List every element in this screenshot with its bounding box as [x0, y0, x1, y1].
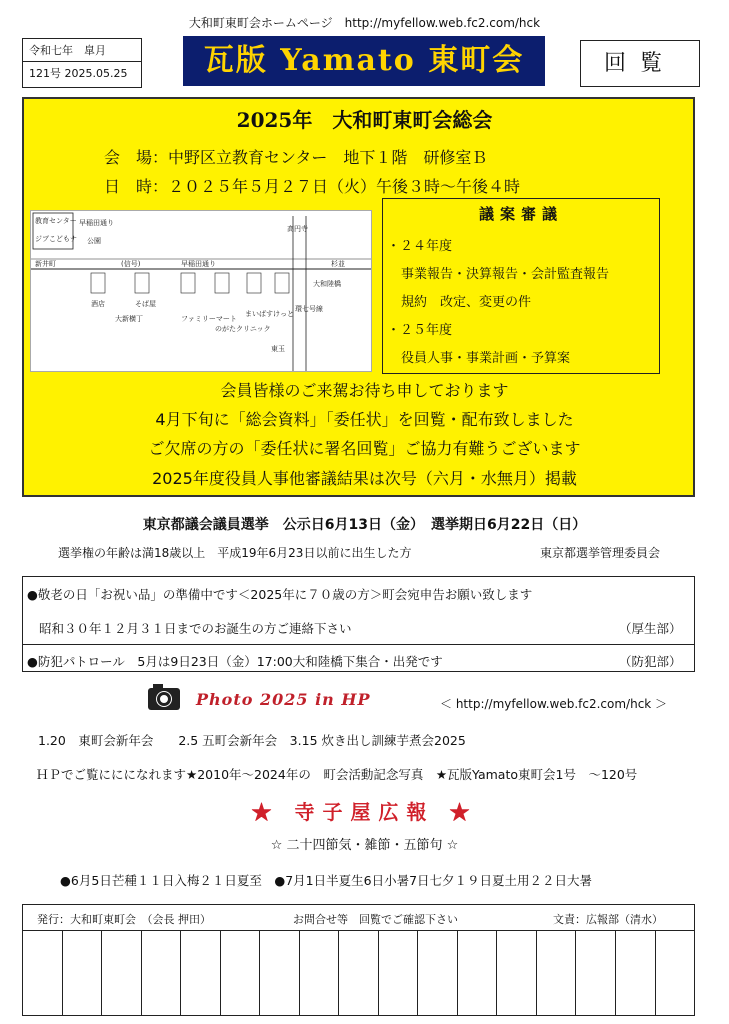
map-label: ファミリーマート: [181, 315, 237, 323]
era-month: 令和七年 皐月: [23, 39, 141, 62]
meeting-message: 4月下旬に「総会資料」「委任状」を回覧・配布致しました: [155, 410, 574, 429]
issue-date-box: [22, 38, 142, 88]
map-label: のがたクリニック: [215, 325, 271, 333]
map-label: 新井町: [35, 260, 56, 268]
contact: お問合せ等 回覧でご確認下さい: [293, 913, 458, 926]
stamp-cell: [418, 931, 458, 1015]
hp-note: ＨＰでご覧ににになれます★2010年～2024年の 町会活動記念写真 ★瓦版Yamato東町会1号 ～120号: [36, 767, 638, 782]
stamp-cell: [576, 931, 616, 1015]
terakoya-subtitle: ☆ 二十四節気・雑節・五節句 ☆: [270, 838, 459, 853]
stamp-cell: [181, 931, 221, 1015]
bohan-dept: （防犯部）: [619, 654, 682, 669]
photo-events: 1.20 東町会新年会 2.5 五町会新年会 3.15 炊き出し訓練芋煮会2025: [38, 733, 466, 748]
stamp-cell: [379, 931, 419, 1015]
photo-url[interactable]: ＜ http://myfellow.web.fc2.com/hck ＞: [440, 697, 668, 711]
publisher: 発行：大和町東町会 （会長 押田）: [37, 913, 211, 926]
map-label: 早稲田通り: [181, 260, 216, 268]
agenda-heading: 議案審議: [478, 205, 563, 223]
map-label: 教育センター: [35, 217, 77, 225]
agenda-item: 事業報告・決算報告・会計監査報告: [401, 267, 610, 282]
photo-title: Photo 2025 in HP: [196, 690, 371, 709]
election-eligibility: 選挙権の年齢は満18歳以上 平成19年6月23日以前に出生した方: [58, 546, 412, 560]
map-label: 東玉: [271, 345, 285, 353]
map-label: 酒店: [91, 300, 105, 308]
agenda-item: ・２５年度: [387, 323, 453, 338]
agenda-item: ・２４年度: [387, 239, 453, 254]
map-label: まいばすけっと: [245, 310, 294, 318]
notice-box: [22, 576, 695, 672]
meeting-message: 2025年度役員人事他審議結果は次号（六月・水無月）掲載: [152, 469, 577, 488]
stamp-cell: [537, 931, 577, 1015]
keirou-text: ●敬老の日「お祝い品」の準備中です＜2025年に７０歳の方＞町会宛申告お願い致します: [27, 587, 533, 602]
meeting-message: ご欠席の方の「委任状に署名回覧」ご協力有難うございます: [148, 439, 581, 458]
homepage-line: 大和町東町会ホームページ http://myfellow.web.fc2.com/hck: [188, 16, 541, 30]
seasonal-dates: ●6月5日芒種１１日入梅２１日夏至 ●7月1日半夏生6日小暑7日七夕１９日夏土用２２日大暑: [60, 873, 593, 888]
map-label: そば屋: [135, 300, 156, 308]
agenda-box: [382, 198, 660, 374]
map-label: 杉並: [331, 260, 345, 268]
map-label: 公園: [87, 237, 101, 245]
stamp-cell: [339, 931, 379, 1015]
venue-map: [30, 210, 372, 372]
keirou-text-2: 昭和３０年１２月３１日までのお誕生の方ご連絡下さい: [39, 621, 352, 636]
terakoya-title: ★ 寺子屋広報 ★: [251, 800, 478, 824]
footer-box: [22, 904, 695, 1016]
meeting-message: 会員皆様のご来駕お待ち申しております: [220, 381, 509, 400]
map-label: (信号): [121, 260, 141, 268]
kairan-label: 回覧: [580, 40, 700, 87]
stamp-cell: [300, 931, 340, 1015]
keirou-dept: （厚生部）: [619, 621, 682, 636]
stamp-cell: [23, 931, 63, 1015]
election-committee: 東京都選挙管理委員会: [540, 546, 661, 560]
election-notice: 東京都議会議員選挙 公示日6月13日（金） 選挙期日6月22日（日）: [142, 517, 587, 533]
map-label: 早稲田通り: [79, 219, 114, 227]
stamp-cell: [102, 931, 142, 1015]
newsletter-title: 瓦版 Yamato 東町会: [183, 36, 545, 86]
stamp-cell: [142, 931, 182, 1015]
issue-number: 121号 2025.05.25: [29, 67, 128, 80]
bohan-text: ●防犯パトロール 5月は9日23日（金）17:00大和陸橋下集合・出発です: [27, 654, 443, 669]
map-label: 大和陸橋: [313, 280, 341, 288]
camera-icon: [148, 688, 180, 710]
map-label: 高円寺: [287, 225, 308, 233]
stamp-cell: [458, 931, 498, 1015]
keirou-notice: [23, 577, 694, 645]
agenda-item: 役員人事・事業計画・予算案: [401, 351, 571, 366]
footer-header: [23, 905, 694, 931]
agenda-item: 規約 改定、変更の件: [401, 295, 532, 310]
stamp-cell: [656, 931, 695, 1015]
map-label: 大新横丁: [115, 315, 143, 323]
circulation-stamp-grid: [23, 931, 694, 1015]
meeting-datetime: 日 時：２０２５年５月２７日（火）午後３時～午後４時: [104, 177, 521, 196]
map-label: 環七号線: [295, 305, 323, 313]
meeting-title: 2025年 大和町東町会総会: [236, 108, 493, 132]
map-label: ジブこどもナ: [35, 235, 77, 243]
stamp-cell: [260, 931, 300, 1015]
stamp-cell: [616, 931, 656, 1015]
stamp-cell: [497, 931, 537, 1015]
stamp-cell: [63, 931, 103, 1015]
editor: 文責：広報部（清水）: [553, 913, 663, 926]
meeting-venue: 会 場：中野区立教育センター 地下１階 研修室Ｂ: [104, 148, 488, 167]
stamp-cell: [221, 931, 261, 1015]
